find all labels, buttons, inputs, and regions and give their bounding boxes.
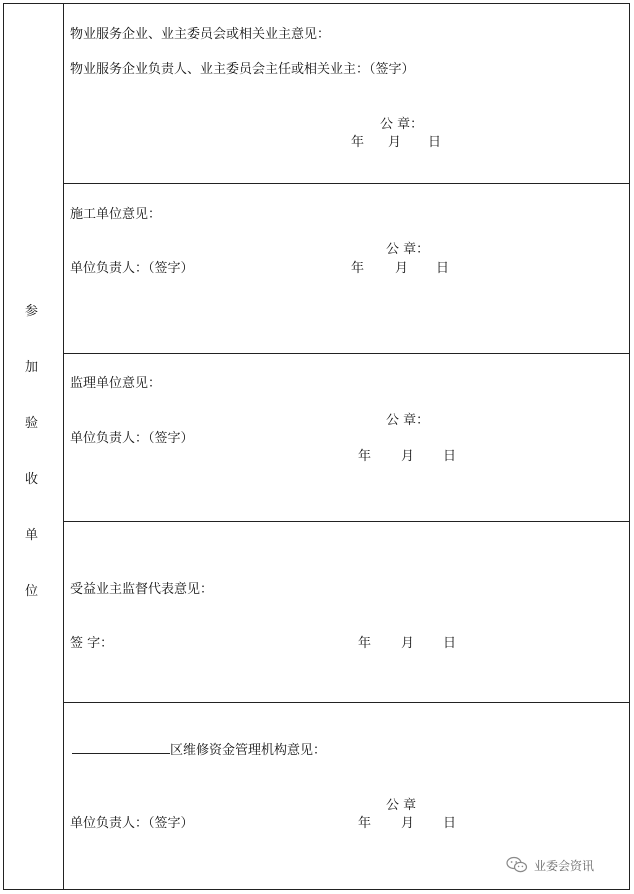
- section-1-title: 物业服务企业、业主委员会或相关业主意见：: [70, 27, 331, 42]
- wechat-icon: [506, 856, 528, 874]
- section-3-year: 年: [358, 449, 372, 464]
- row-divider-2: [63, 353, 630, 354]
- row-divider-1: [63, 183, 630, 184]
- section-2-signer-line: 单位负责人：（签字）: [70, 261, 194, 276]
- watermark: [506, 856, 594, 874]
- side-label-char-5: 单: [25, 528, 39, 543]
- section-3-seal: 公 章：: [386, 413, 430, 428]
- section-4-year: 年: [358, 636, 372, 651]
- side-label-char-2: 加: [25, 360, 39, 375]
- section-1-seal: 公 章：: [380, 117, 424, 132]
- side-label-char-1: 参: [25, 304, 39, 319]
- section-5-signer-line: 单位负责人：（签字）: [70, 816, 194, 831]
- section-3-signer-line: 单位负责人：（签字）: [70, 431, 194, 446]
- row-divider-4: [63, 702, 630, 703]
- section-5-month: 月: [401, 816, 415, 831]
- section-1-day: 日: [428, 135, 442, 150]
- section-1-month: 月: [388, 135, 402, 150]
- watermark-text: 业委会资讯: [534, 858, 595, 873]
- section-2-title: 施工单位意见：: [70, 207, 162, 222]
- side-label-char-6: 位: [25, 584, 39, 599]
- section-4-title: 受益业主监督代表意见：: [70, 582, 214, 597]
- section-1-year: 年: [351, 135, 365, 150]
- section-3-title: 监理单位意见：: [70, 376, 162, 391]
- section-1-signer-line: 物业服务企业负责人、业主委员会主任或相关业主：（签字）: [70, 62, 415, 77]
- section-2-month: 月: [395, 261, 409, 276]
- section-4-day: 日: [443, 636, 457, 651]
- row-divider-3: [63, 521, 630, 522]
- side-label-char-4: 收: [25, 472, 39, 487]
- section-2-seal: 公 章：: [386, 242, 430, 257]
- section-5-day: 日: [443, 816, 457, 831]
- section-3-month: 月: [401, 449, 415, 464]
- section-2-year: 年: [351, 261, 365, 276]
- section-5-title: 区维修资金管理机构意见：: [170, 743, 327, 758]
- section-5-year: 年: [358, 816, 372, 831]
- section-2-day: 日: [436, 261, 450, 276]
- section-3-day: 日: [443, 449, 457, 464]
- side-column-divider: [63, 3, 64, 890]
- section-4-month: 月: [401, 636, 415, 651]
- district-name-blank: [72, 753, 170, 754]
- side-label-char-3: 验: [25, 416, 39, 431]
- section-5-seal: 公 章: [386, 798, 417, 813]
- section-4-signer-line: 签 字：: [70, 636, 114, 651]
